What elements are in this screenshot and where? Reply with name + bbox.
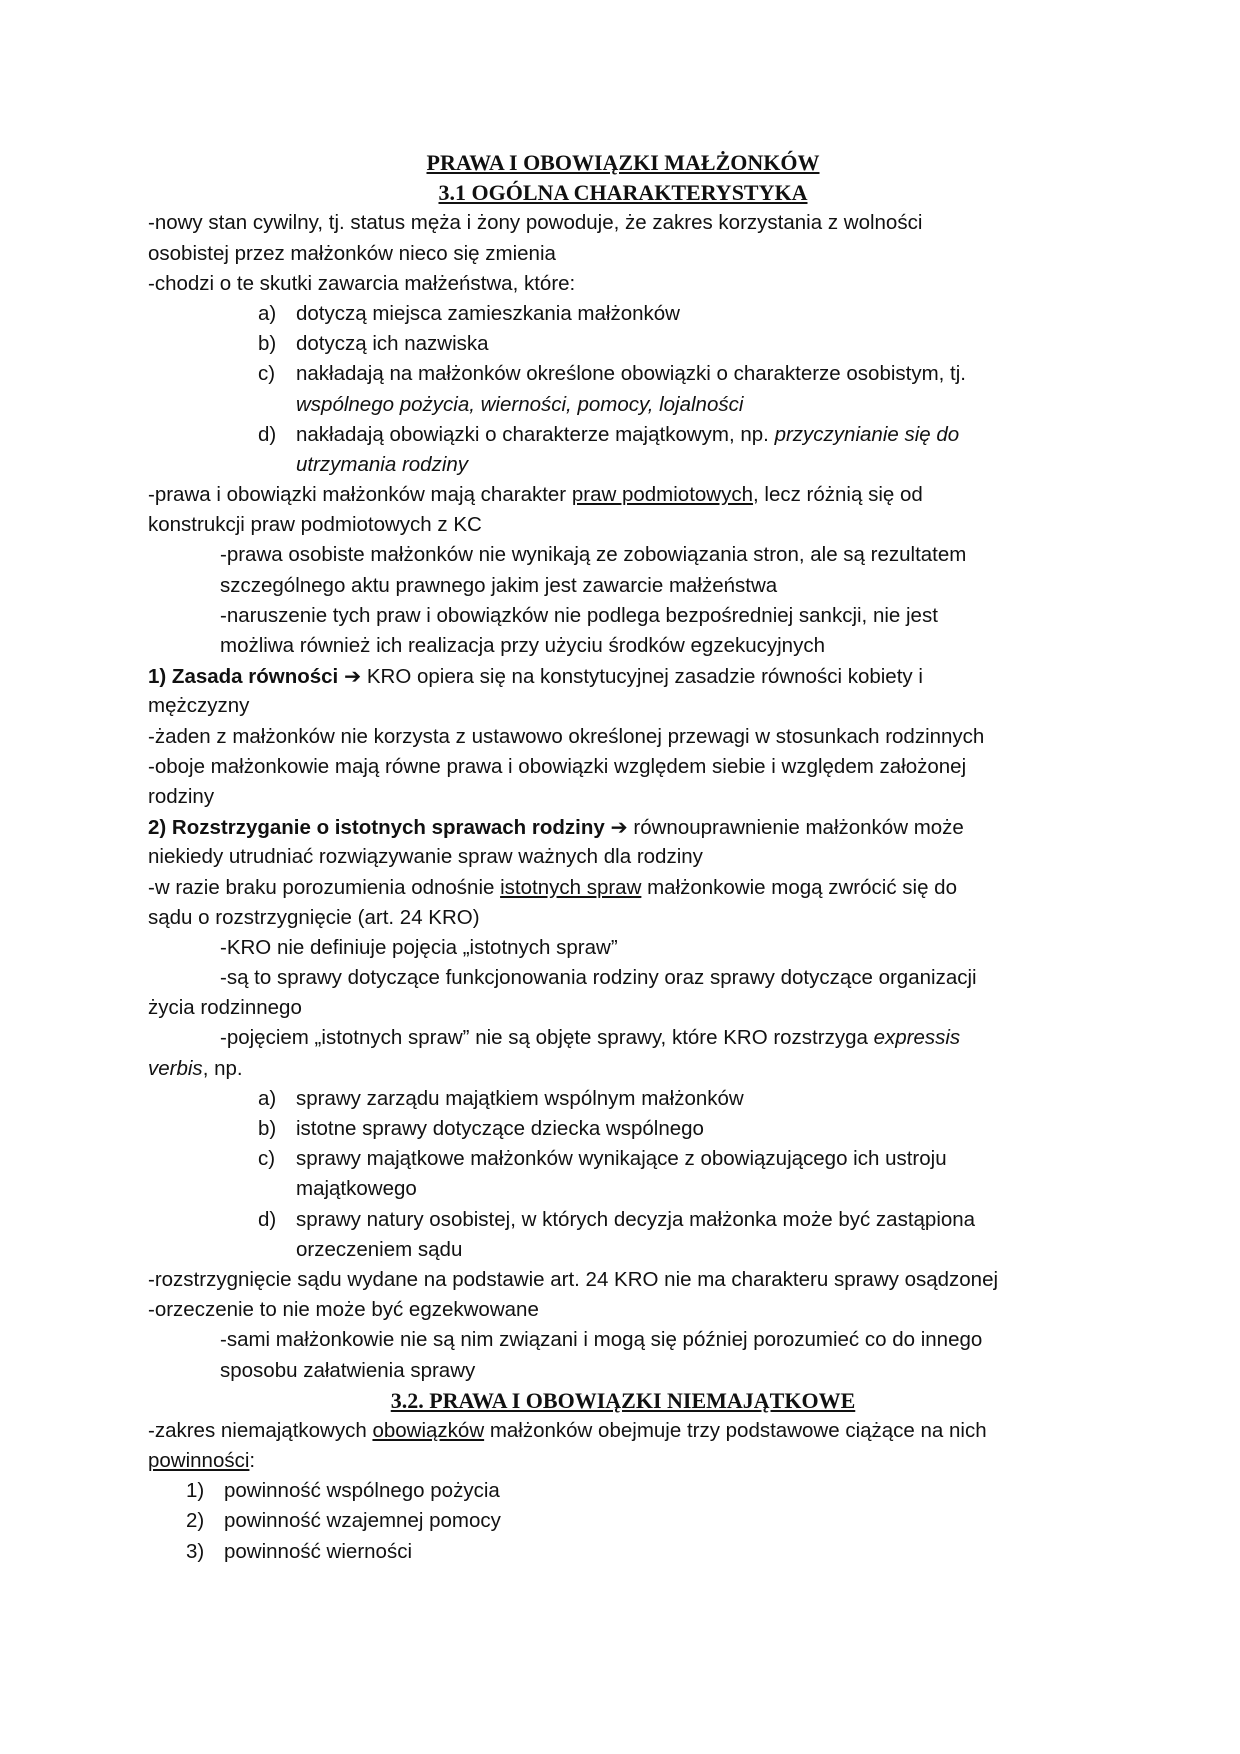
list-marker: 1) [186, 1479, 205, 1503]
indented-line [148, 1023, 1098, 1053]
paragraph-line: konstrukcji praw podmiotowych z KC [148, 513, 482, 537]
list-item-text: istotne sprawy dotyczące dziecka wspólnego [296, 1117, 704, 1140]
list-marker: 3) [186, 1539, 205, 1563]
paragraph-line: mężczyzny [148, 694, 250, 718]
list-item-text-italic: przyczynianie się do [774, 422, 960, 446]
latin-term: expressis [873, 1026, 961, 1050]
text-run: KRO opiera się na konstytucyjnej zasadzie równości kobiety i [361, 665, 923, 689]
paragraph-line [148, 1054, 1098, 1084]
list-marker: c) [258, 362, 276, 386]
list-item [148, 329, 1098, 359]
principle-heading [148, 812, 1098, 842]
list-marker: a) [258, 301, 277, 325]
underlined-term: praw podmiotowych [571, 483, 754, 507]
principle-title: 2) Rozstrzyganie o istotnych sprawach rodziny [148, 816, 605, 840]
list-item-text-italic: wspólnego pożycia, wierności, pomocy, lojalności [296, 392, 744, 416]
list-item [148, 420, 1098, 450]
list-marker: d) [258, 422, 277, 446]
paragraph-line [148, 1446, 1098, 1476]
section-2-heading: 3.2. PRAWA I OBOWIĄZKI NIEMAJĄTKOWE [390, 1387, 856, 1413]
underlined-term: obowiązków [372, 1418, 485, 1442]
indented-line: sposobu załatwienia sprawy [220, 1358, 476, 1382]
paragraph-line [148, 873, 1098, 903]
list-item-text: powinność wierności [224, 1539, 413, 1563]
paragraph-line: osobistej przez małżonków nieco się zmienia [148, 241, 556, 265]
principle-heading [148, 661, 1098, 691]
underlined-term: powinności [148, 1449, 250, 1473]
list-item [148, 1476, 1098, 1506]
list-item [148, 1144, 1098, 1174]
list-item-text-plain: nakładają obowiązki o charakterze majątkowym, np. [296, 422, 775, 446]
list-item-continuation [148, 1235, 1098, 1265]
paragraph-line: -orzeczenie to nie może być egzekwowane [148, 1298, 539, 1322]
paragraph-line: -rozstrzygnięcie sądu wydane na podstawie art. 24 KRO nie ma charakteru sprawy osądzonej [148, 1267, 999, 1291]
list-item [148, 1537, 1098, 1567]
arrow-right-icon: ➔ [343, 664, 362, 689]
list-marker: a) [258, 1086, 277, 1110]
paragraph-line [148, 1416, 1098, 1446]
document-page [148, 148, 1098, 1567]
indented-line: możliwa również ich realizacja przy użyciu środków egzekucyjnych [220, 634, 825, 657]
indented-line: -KRO nie definiuje pojęcia „istotnych spraw” [220, 935, 618, 959]
list-item [148, 1084, 1098, 1114]
paragraph-line: -oboje małżonkowie mają równe prawa i obowiązki względem siebie i względem założonej [148, 754, 967, 778]
list-item [148, 299, 1098, 329]
list-item [148, 359, 1098, 389]
text-run: : [249, 1449, 256, 1473]
list-item-text-italic: utrzymania rodziny [296, 452, 469, 476]
text-run: małżonków obejmuje trzy podstawowe ciążące na nich [484, 1418, 987, 1442]
arrow-right-icon: ➔ [610, 815, 628, 840]
text-run: równouprawnienie małżonków może [627, 816, 964, 840]
list-item-text: dotyczą miejsca zamieszkania małżonków [296, 301, 680, 325]
paragraph-line: niekiedy utrudniać rozwiązywanie spraw ważnych dla rodziny [148, 845, 703, 869]
underlined-term: istotnych spraw [500, 875, 642, 899]
paragraph-line: -żaden z małżonków nie korzysta z ustawowo określonej przewagi w stosunkach rodzinnych [148, 724, 985, 748]
text-run: -prawa i obowiązki małżonków mają charakter [148, 483, 572, 507]
list-marker: 2) [186, 1509, 205, 1533]
indented-line: -sami małżonkowie nie są nim związani i mogą się później porozumieć co do innego [220, 1328, 983, 1352]
paragraph-line: -nowy stan cywilny, tj. status męża i żony powoduje, że zakres korzystania z wolności [148, 211, 923, 235]
principle-title: 1) Zasada równości [148, 665, 339, 689]
latin-term: verbis [148, 1056, 203, 1080]
text-run: , np. [202, 1056, 243, 1080]
list-item-text: dotyczą ich nazwiska [296, 332, 489, 356]
text-run: -w razie braku porozumienia odnośnie [148, 875, 501, 899]
list-item-text: sprawy majątkowe małżonków wynikające z obowiązującego ich ustroju [296, 1147, 947, 1171]
list-item [148, 1205, 1098, 1235]
list-item-text: sprawy zarządu majątkiem wspólnym małżonków [296, 1086, 744, 1110]
list-item-text: powinność wzajemnej pomocy [224, 1509, 501, 1533]
list-item-continuation [148, 1174, 1098, 1204]
list-marker: b) [258, 1117, 277, 1140]
list-item-text: majątkowego [296, 1177, 417, 1201]
indented-line: -prawa osobiste małżonków nie wynikają ze zobowiązania stron, ale są rezultatem [220, 543, 967, 567]
list-marker: b) [258, 332, 277, 356]
text-run: małżonkowie mogą zwrócić się do [641, 875, 957, 899]
indented-line: szczególnego aktu prawnego jakim jest zawarcie małżeństwa [220, 573, 778, 597]
text-run: , lecz różnią się od [753, 483, 923, 507]
list-item-continuation [148, 390, 1098, 420]
paragraph-line: sądu o rozstrzygnięcie (art. 24 KRO) [148, 905, 480, 929]
list-marker: c) [258, 1147, 276, 1171]
list-item [148, 1506, 1098, 1536]
list-item [148, 1114, 1098, 1144]
paragraph-line: życia rodzinnego [148, 996, 302, 1020]
paragraph-line [148, 480, 1098, 510]
indented-line: -są to sprawy dotyczące funkcjonowania rodziny oraz sprawy dotyczące organizacji [220, 966, 977, 990]
indented-line: -naruszenie tych praw i obowiązków nie podlega bezpośredniej sankcji, nie jest [220, 603, 938, 627]
list-item-continuation [148, 450, 1098, 480]
list-item-text: powinność wspólnego pożycia [224, 1479, 500, 1503]
paragraph-line: -chodzi o te skutki zawarcia małżeństwa, które: [148, 271, 576, 295]
paragraph-line: rodziny [148, 784, 215, 808]
section-1-heading: 3.1 OGÓLNA CHARAKTERYSTYKA [438, 180, 808, 206]
list-item-text: nakładają na małżonków określone obowiązki o charakterze osobistym, tj. [296, 362, 967, 386]
list-marker: d) [258, 1207, 277, 1231]
text-run: -pojęciem „istotnych spraw” nie są objęte sprawy, które KRO rozstrzyga [220, 1026, 874, 1050]
list-item-text: orzeczeniem sądu [296, 1237, 463, 1261]
text-run: -zakres niemajątkowych [148, 1418, 373, 1442]
document-title: PRAWA I OBOWIĄZKI MAŁŻONKÓW [426, 150, 820, 175]
list-item-text: sprawy natury osobistej, w których decyzja małżonka może być zastąpiona [296, 1207, 976, 1231]
